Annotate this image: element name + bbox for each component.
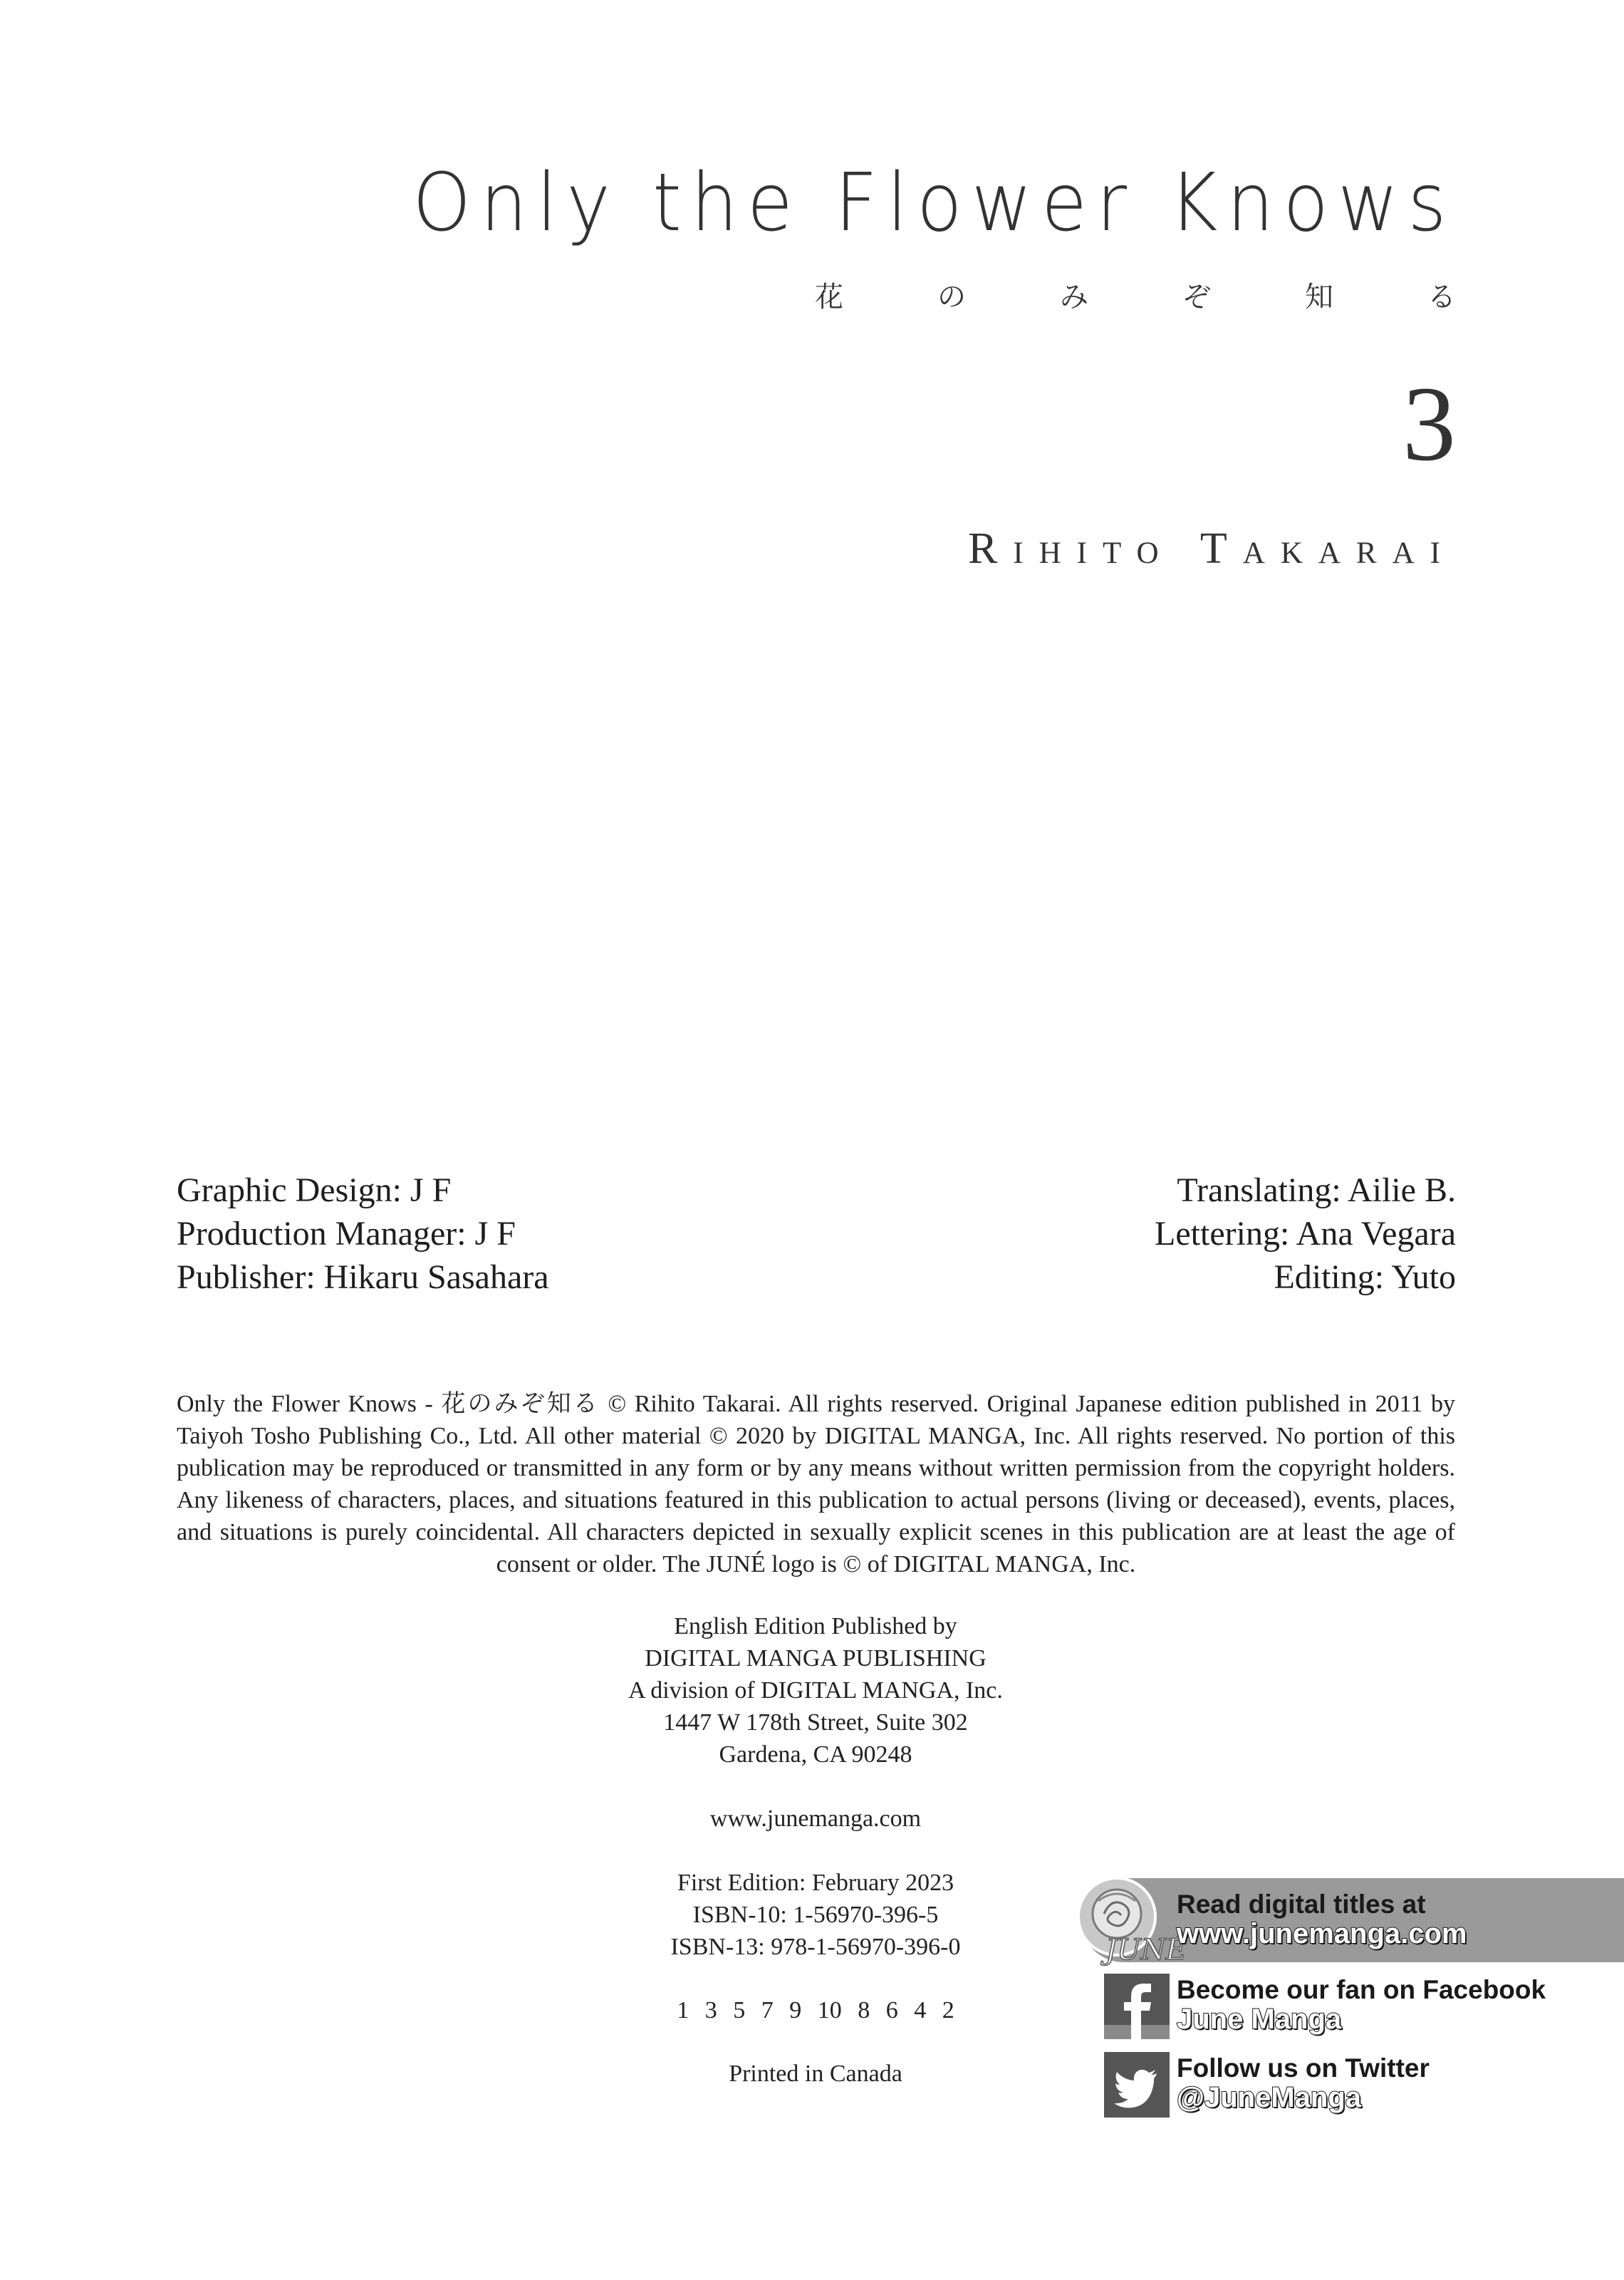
publisher-line: 1447 W 178th Street, Suite 302 bbox=[663, 1709, 968, 1736]
author-name: Rihito Takarai bbox=[967, 524, 1456, 573]
japanese-char: み bbox=[1060, 281, 1088, 314]
publisher-line: DIGITAL MANGA PUBLISHING bbox=[645, 1645, 987, 1672]
digital-url[interactable]: www.junemanga.com bbox=[1177, 1918, 1467, 1949]
credits-right bbox=[1155, 1168, 1456, 1299]
printed-in-line: Printed in Canada bbox=[729, 2061, 902, 2087]
japanese-char: の bbox=[937, 281, 966, 314]
rose-icon bbox=[1061, 1872, 1187, 1972]
credits-left bbox=[177, 1168, 549, 1299]
credit-line: Translating: Ailie B. bbox=[1177, 1171, 1456, 1209]
publisher-line: Gardena, CA 90248 bbox=[719, 1741, 912, 1768]
edition-line: First Edition: February 2023 bbox=[677, 1870, 954, 1896]
june-logo-text: JUNÉ bbox=[1105, 1934, 1187, 1966]
japanese-char: 知 bbox=[1305, 281, 1333, 314]
credit-line: Production Manager: J F bbox=[177, 1215, 516, 1253]
japanese-title bbox=[815, 274, 1456, 315]
copyright-notice: Only the Flower Knows - 花のみぞ知る © Rihito Takarai. All rights reserved. Original Japanese edition published in 2011 by Taiyoh Tosho Publishing Co., Ltd. All other material © 2020 by DIGITAL MANGA, Inc. All rights reserved. No portion of this publication may be reproduced or transmitted in any form or by any means without written permission from the copyright holders. Any likeness of characters, places, and situations featured in this publication to actual persons (living or deceased), events, places, and situations is purely coincidental. All characters depicted in sexually explicit scenes in this publication are at least the age of consent or older. The JUNÉ logo is © of DIGITAL MANGA, Inc. bbox=[177, 1391, 1455, 1577]
credit-line: Publisher: Hikaru Sasahara bbox=[177, 1258, 549, 1296]
twitter-handle[interactable]: @JuneManga bbox=[1177, 2082, 1362, 2113]
publisher-line: A division of DIGITAL MANGA, Inc. bbox=[628, 1677, 1003, 1704]
isbn10-line: ISBN-10: 1-56970-396-5 bbox=[692, 1902, 939, 1928]
facebook-icon[interactable] bbox=[1104, 1974, 1170, 2039]
facebook-heading: Become our fan on Facebook bbox=[1177, 1975, 1546, 2004]
publisher-line: English Edition Published by bbox=[674, 1613, 957, 1639]
printing-line: 1 3 5 7 9 10 8 6 4 2 bbox=[677, 1997, 954, 2024]
credit-line: Lettering: Ana Vegara bbox=[1155, 1215, 1456, 1253]
facebook-handle[interactable]: June Manga bbox=[1177, 2004, 1342, 2035]
credit-line: Graphic Design: J F bbox=[177, 1171, 452, 1209]
book-title: Only the Flower Knows bbox=[412, 157, 1456, 249]
twitter-heading: Follow us on Twitter bbox=[1177, 2053, 1430, 2083]
credit-line: Editing: Yuto bbox=[1274, 1258, 1456, 1296]
publisher-info bbox=[427, 1610, 1204, 2090]
digital-heading: Read digital titles at bbox=[1177, 1890, 1426, 1919]
japanese-char: ぞ bbox=[1182, 281, 1211, 314]
japanese-char: る bbox=[1427, 281, 1456, 314]
twitter-bird-icon[interactable] bbox=[1104, 2052, 1170, 2118]
isbn13-line: ISBN-13: 978-1-56970-396-0 bbox=[670, 1934, 961, 1960]
japanese-char: 花 bbox=[815, 281, 843, 314]
publisher-website: www.junemanga.com bbox=[709, 1805, 922, 1832]
volume-number: 3 bbox=[1402, 365, 1456, 483]
